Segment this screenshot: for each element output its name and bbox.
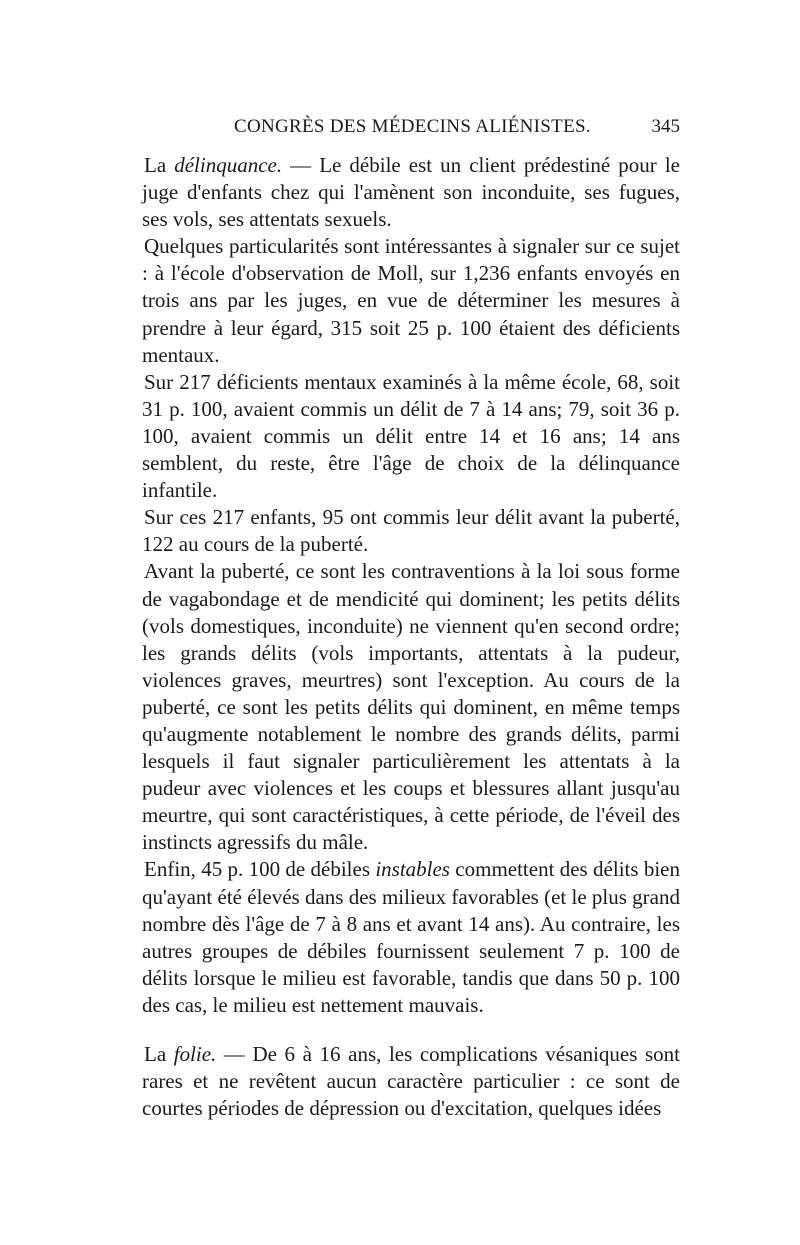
paragraph-folie xyxy=(142,1041,680,1122)
paragraph-text: — De 6 à 16 ans, les complications vésaniques sont rares et ne revêtent aucun caractère particulier : ce sont de courtes périodes de dépression ou d'excitation, quelques idées xyxy=(142,1042,680,1121)
paragraph-deficients xyxy=(142,369,680,504)
section-term: folie. xyxy=(173,1042,217,1066)
paragraph-text: — Le débile est un client prédestiné pour le juge d'enfants chez qui l'amènent son inconduite, ses fugues, ses vols, ses attentats sexuels. xyxy=(142,153,680,232)
page-number: 345 xyxy=(651,116,680,137)
paragraph-text: Sur ces 217 enfants, 95 ont commis leur délit avant la puberté, 122 au cours de la puberté. xyxy=(142,505,680,557)
lead-text: La xyxy=(144,1042,174,1066)
paragraph-instables xyxy=(142,856,680,1019)
lead-text: La xyxy=(144,153,175,177)
body-text xyxy=(142,152,680,1122)
italic-term: instables xyxy=(375,857,450,882)
paragraph-puberte-count xyxy=(142,504,680,558)
paragraph-delinquance xyxy=(142,152,680,233)
running-title: CONGRÈS DES MÉDECINS ALIÉNISTES. xyxy=(234,116,591,137)
section-term: délinquance. xyxy=(174,153,283,177)
paragraph-text: Quelques particularités sont intéressantes à signaler sur ce sujet : à l'école d'observation de Moll, sur 1,236 enfants envoyés en trois ans par les juges, en vue de déterminer les mesures à prendre à leur égard, 315 soit 25 p. 100 étaient des déficients mentaux. xyxy=(142,234,680,367)
paragraph-particularites xyxy=(142,233,680,368)
paragraph-text: Avant la puberté, ce sont les contraventions à la loi sous forme de vagabondage et de mendicité qui dominent; les petits délits (vols domestiques, inconduite) ne viennent qu'en second ordre; les grands délits (vols importants, attentats à la pudeur, violences graves, meurtres) sont l'exception. Au cours de la puberté, ce sont les petits délits qui dominent, en même temps qu'augmente notablement le nombre des grands délits, parmi lesquels il faut signaler particulièrement les attentats à la pudeur avec violences et les coups et blessures allant jusqu'au meurtre, qui sont caractéristiques, à cette période, de l'éveil des instincts agressifs du mâle. xyxy=(142,559,680,855)
page-header xyxy=(142,116,680,146)
paragraph-avant-puberte xyxy=(142,558,680,856)
paragraph-text: Sur 217 déficients mentaux examinés à la même école, 68, soit 31 p. 100, avaient commis un délit de 7 à 14 ans; 79, soit 36 p. 100, avaient commis un délit entre 14 et 16 ans; 14 ans semblent, du reste, être l'âge de choix de la délinquance infantile. xyxy=(142,369,680,503)
lead-text: Enfin, 45 p. 100 de débiles xyxy=(144,857,376,882)
paragraph-text: commettent des délits bien qu'ayant été élevés dans des milieux favorables (et le plus grand nombre dès l'âge de 7 à 8 ans et avant 14 ans). Au contraire, les autres groupes de débiles fournissent seulement 7 p. 100 de délits lorsque le milieu est favorable, tandis que dans 50 p. 100 des cas, le milieu est nettement mauvais. xyxy=(142,857,680,1017)
